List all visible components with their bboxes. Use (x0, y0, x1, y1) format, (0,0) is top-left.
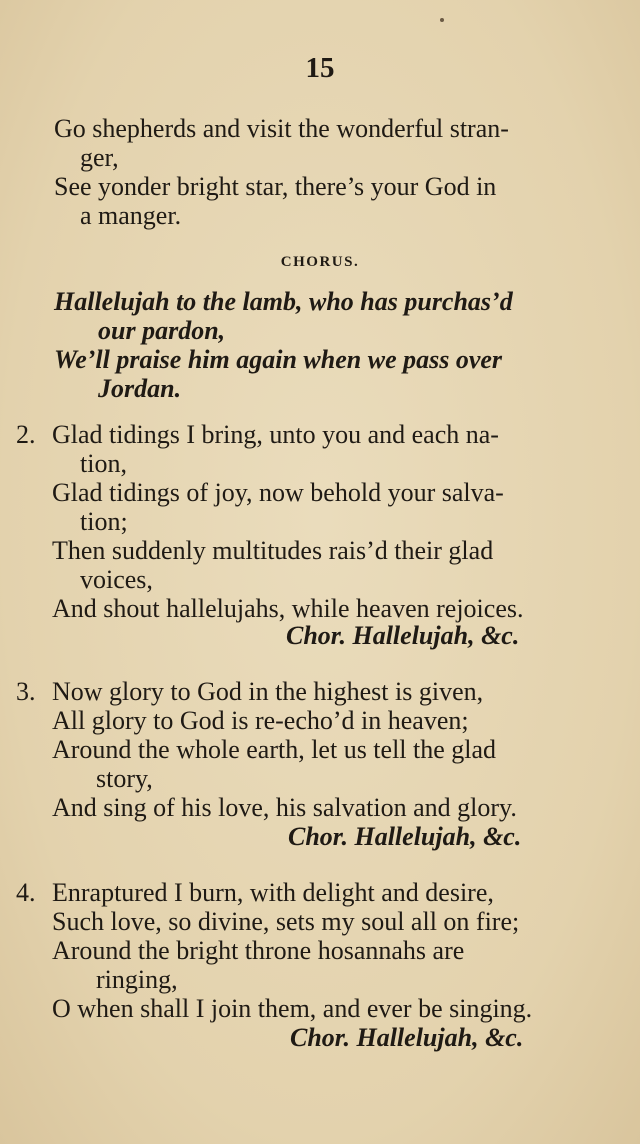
verse-refrain: Chor. Hallelujah, &c. (290, 1023, 524, 1052)
verse-line: voices, (80, 565, 153, 594)
verse-line: O when shall I join them, and ever be singing. (52, 994, 533, 1023)
page-number: 15 (305, 52, 335, 84)
verse-number: 2. (16, 420, 36, 449)
verse-line: And shout hallelujahs, while heaven rejoices. (52, 594, 524, 623)
verse-line: And sing of his love, his salvation and glory. (52, 793, 517, 822)
verse-line: Glad tidings of joy, now behold your salva- (52, 478, 504, 507)
intro-line: Go shepherds and visit the wonderful stran- (54, 114, 509, 143)
verse-line: Around the bright throne hosannahs are (52, 936, 465, 965)
verse-line: Glad tidings I bring, unto you and each na- (52, 420, 499, 449)
verse-line: Around the whole earth, let us tell the glad (52, 735, 497, 764)
intro-line: a manger. (80, 201, 182, 230)
chorus-line: Hallelujah to the lamb, who has purchas’d (54, 287, 513, 316)
verse-line: Enraptured I burn, with delight and desire, (52, 878, 494, 907)
intro-line: See yonder bright star, there’s your God in (54, 172, 497, 201)
intro-line: ger, (80, 143, 119, 172)
verse-line: ringing, (96, 965, 178, 994)
chorus-line: our pardon, (98, 316, 226, 345)
chorus-line: We’ll praise him again when we pass over (54, 345, 503, 374)
verse-line: story, (96, 764, 153, 793)
chorus-line: Jordan. (98, 374, 182, 403)
verse-line: Such love, so divine, sets my soul all on fire; (52, 907, 520, 936)
verse-line: tion, (80, 449, 127, 478)
verse-number: 4. (16, 878, 36, 907)
verse-line: All glory to God is re-echo’d in heaven; (52, 706, 469, 735)
verse-refrain: Chor. Hallelujah, &c. (288, 822, 522, 851)
verse-number: 3. (16, 677, 36, 706)
chorus-heading: CHORUS. (280, 254, 360, 270)
verse-line: tion; (80, 507, 128, 536)
verse-refrain: Chor. Hallelujah, &c. (286, 621, 520, 650)
verse-line: Then suddenly multitudes rais’d their glad (52, 536, 494, 565)
paper-speck (440, 18, 444, 22)
verse-line: Now glory to God in the highest is given, (52, 677, 484, 706)
